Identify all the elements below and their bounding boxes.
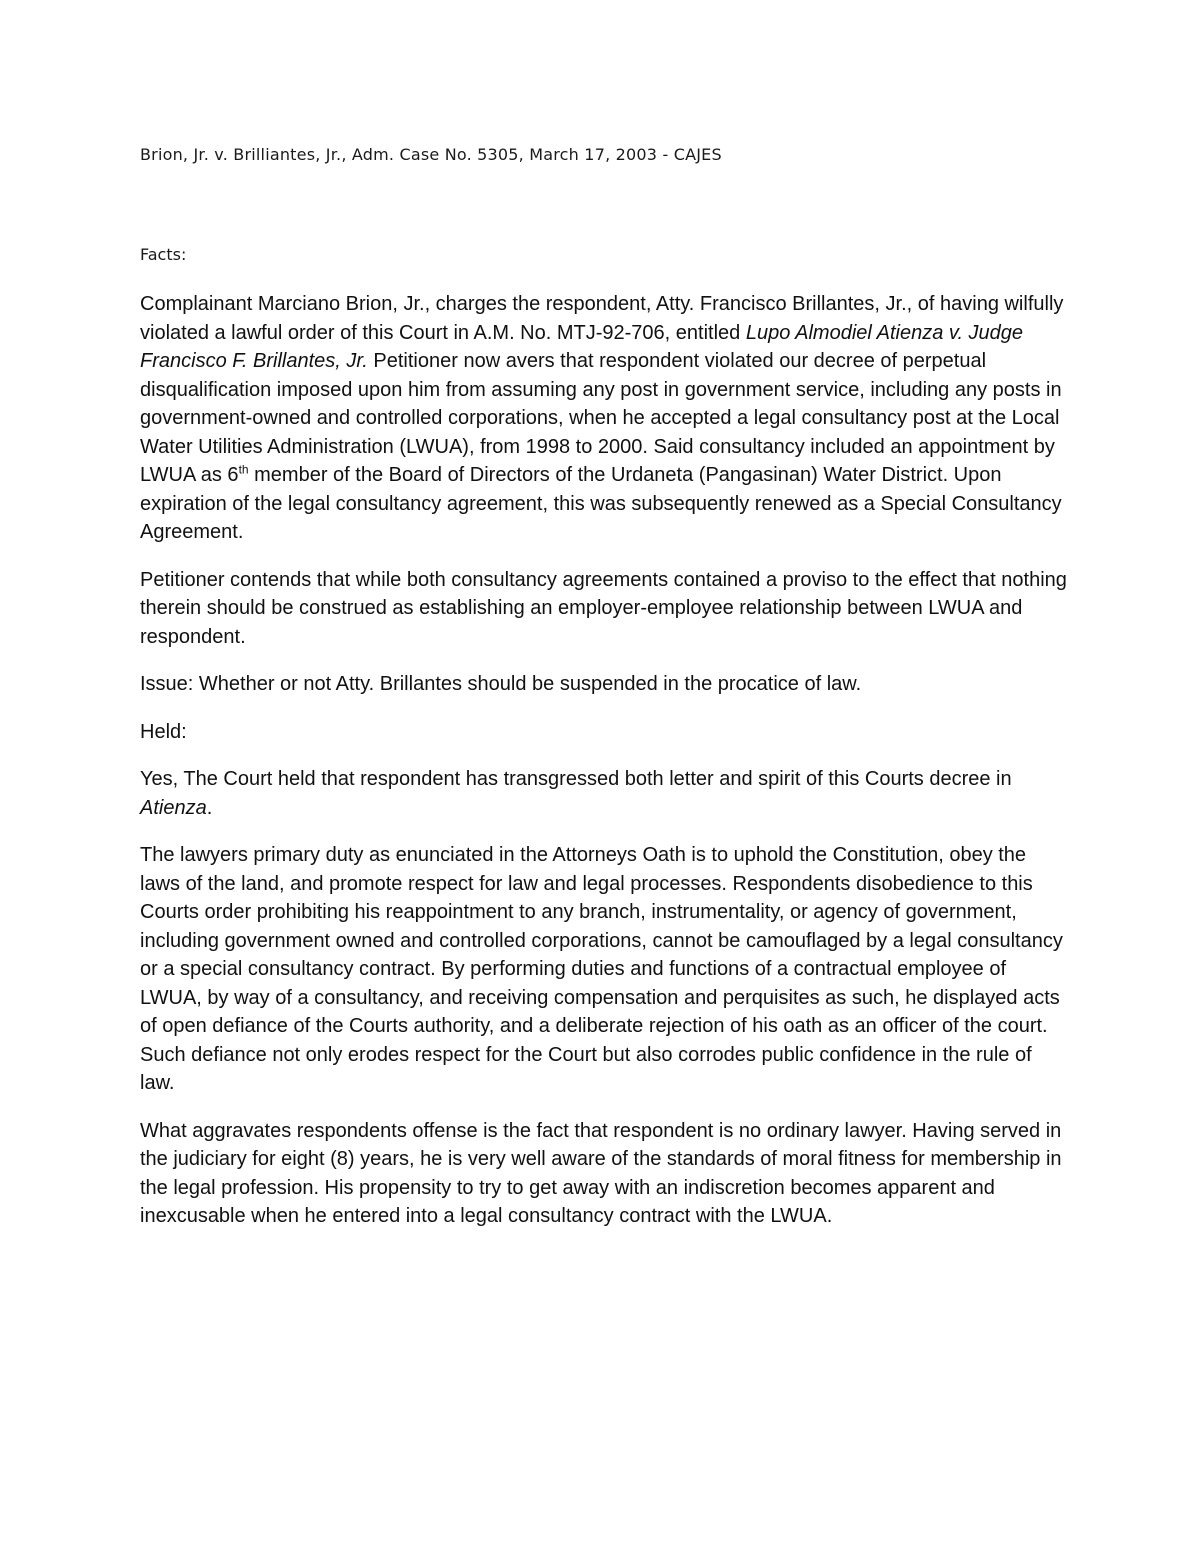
held-text-1: Yes, The Court held that respondent has transgressed both letter and spirit of this Courts decree in bbox=[140, 768, 1012, 790]
facts-text-2: Petitioner now avers that respondent violated our decree of perpetual disqualification imposed upon him from assuming any post in government service, including any posts in government-owned and controlled corporations, when he accepted a legal consultancy post at the Local Water Utilities Administration (LWUA), from 1998 to 2000. Said consultancy included an appointment by LWUA as 6 bbox=[140, 350, 1062, 486]
held-heading: Held: bbox=[140, 720, 187, 743]
facts-paragraph-2: Petitioner contends that while both consultancy agreements contained a proviso to the effect that nothing therein should be construed as establishing an employer-employee relationship between LWUA and respondent. bbox=[140, 568, 1067, 648]
facts-text-1: Complainant Marciano Brion, Jr., charges the respondent, Atty. Francisco Brillantes, Jr., of having wilfully violated a lawful order of this Court in A.M. No. MTJ-92-706, entitled bbox=[140, 293, 1064, 344]
case-title: Lupo Almodiel Atienza v. Judge Francisco F. Brillantes, Jr. bbox=[140, 321, 1024, 372]
case-header: Brion, Jr. v. Brilliantes, Jr., Adm. Case No. 5305, March 17, 2003 - CAJES bbox=[140, 145, 722, 164]
held-paragraph-1 bbox=[140, 765, 1070, 822]
document-body bbox=[140, 290, 1070, 1250]
held-text-2: . bbox=[206, 796, 213, 819]
ordinal-suffix: th bbox=[238, 462, 249, 477]
case-short-title: Atienza bbox=[140, 796, 207, 819]
facts-heading: Facts: bbox=[140, 245, 187, 264]
issue-paragraph: Issue: Whether or not Atty. Brillantes should be suspended in the procatice of law. bbox=[140, 673, 862, 695]
facts-text-3: member of the Board of Directors of the Urdaneta (Pangasinan) Water District. Upon expiration of the legal consultancy agreement, this was subsequently renewed as a Special Consultancy Agreement. bbox=[140, 464, 1062, 543]
held-paragraph-3: What aggravates respondents offense is the fact that respondent is no ordinary lawyer. Having served in the judiciary for eight (8) years, he is very well aware of the standards of moral fitness for membership in the legal profession. His propensity to try to get away with an indiscretion becomes apparent and inexcusable when he entered into a legal consultancy contract with the LWUA. bbox=[140, 1119, 1062, 1227]
facts-paragraph-1 bbox=[140, 290, 1070, 547]
held-paragraph-2: The lawyers primary duty as enunciated in the Attorneys Oath is to uphold the Constitution, obey the laws of the land, and promote respect for law and legal processes. Respondents disobedience to this Courts order prohibiting his reappointment to any branch, instrumentality, or agency of government, including government owned and controlled corporations, cannot be camouflaged by a legal consultancy or a special consultancy contract. By performing duties and functions of a contractual employee of LWUA, by way of a consultancy, and receiving compensation and perquisites as such, he displayed acts of open defiance of the Courts authority, and a deliberate rejection of his oath as an officer of the court. Such defiance not only erodes respect for the Court but also corrodes public confidence in the rule of law. bbox=[140, 844, 1063, 1094]
